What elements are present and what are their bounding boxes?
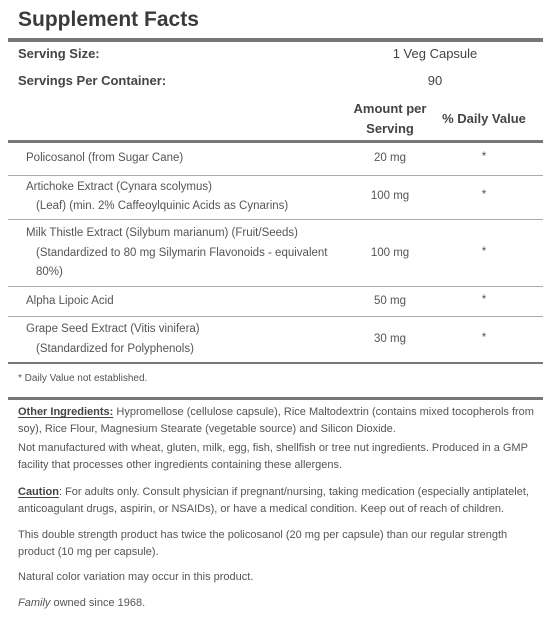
daily-value: * — [481, 246, 487, 258]
amount-value: 100 mg — [370, 247, 410, 259]
amount-value: 50 mg — [374, 295, 406, 307]
servings-per-container-label: Servings Per Container: — [18, 73, 167, 88]
serving-size-label: Serving Size: — [18, 46, 100, 61]
table-bottom-rule — [8, 362, 543, 364]
table-row: Artichoke Extract (Cynara scolymus) (Leaf) (min. 2% Caffeoylquinic Acids as Cynarins) 100 mg * — [0, 176, 551, 219]
section-rule — [8, 397, 543, 400]
daily-value-header: % Daily Value — [442, 111, 526, 126]
double-strength-note: This double strength product has twice the policosanol (20 mg per capsule) than our regular strength product (10 mg per capsule). — [18, 529, 508, 558]
daily-value: * — [481, 332, 487, 344]
allergen-note: Not manufactured with wheat, gluten, milk, egg, fish, shellfish or tree nut ingredients. Produced in a GMP facility that processes other ingredients containing these allergens. — [18, 442, 528, 471]
servings-per-container-value: 90 — [427, 73, 443, 88]
table-row: Policosanol (from Sugar Cane) 20 mg * — [0, 143, 551, 175]
daily-value: * — [481, 151, 487, 163]
table-row: Milk Thistle Extract (Silybum marianum) (Fruit/Seeds) (Standardized to 80 mg Silymarin Flavonoids - equivalent 80%) 100 mg * — [0, 220, 551, 284]
amount-value: 30 mg — [374, 333, 406, 345]
amount-value: 100 mg — [370, 190, 410, 202]
panel-title: Supplement Facts — [18, 8, 199, 31]
family-owned-note: Family owned since 1968. — [18, 597, 146, 609]
amount-per-serving-header: Amount per Serving — [353, 101, 427, 136]
table-row: Grape Seed Extract (Vitis vinifera) (Standardized for Polyphenols) 30 mg * — [0, 317, 551, 361]
other-ingredients: Other Ingredients: Hypromellose (cellulose capsule), Rice Maltodextrin (contains mixed tocopherols from soy), Rice Flour, Magnesium Stearate (vegetable source) and Silicon Dioxide. — [18, 406, 534, 435]
color-variation-note: Natural color variation may occur in this product. — [18, 571, 254, 583]
daily-value: * — [481, 189, 487, 201]
table-row: Alpha Lipoic Acid 50 mg * — [0, 287, 551, 316]
title-rule — [8, 38, 543, 42]
caution-label: Caution — [18, 486, 59, 498]
daily-value: * — [481, 294, 487, 306]
caution-note: Caution: For adults only. Consult physician if pregnant/nursing, taking medication (especially antiplatelet, anticoagulant drugs, aspirin, or NSAIDs), or have a medical condition. Keep out of reach of children. — [18, 486, 529, 515]
daily-value-footnote: * Daily Value not established. — [18, 373, 148, 384]
other-ingredients-label: Other Ingredients: — [18, 406, 114, 418]
serving-size-value: 1 Veg Capsule — [392, 46, 478, 61]
amount-value: 20 mg — [374, 152, 406, 164]
